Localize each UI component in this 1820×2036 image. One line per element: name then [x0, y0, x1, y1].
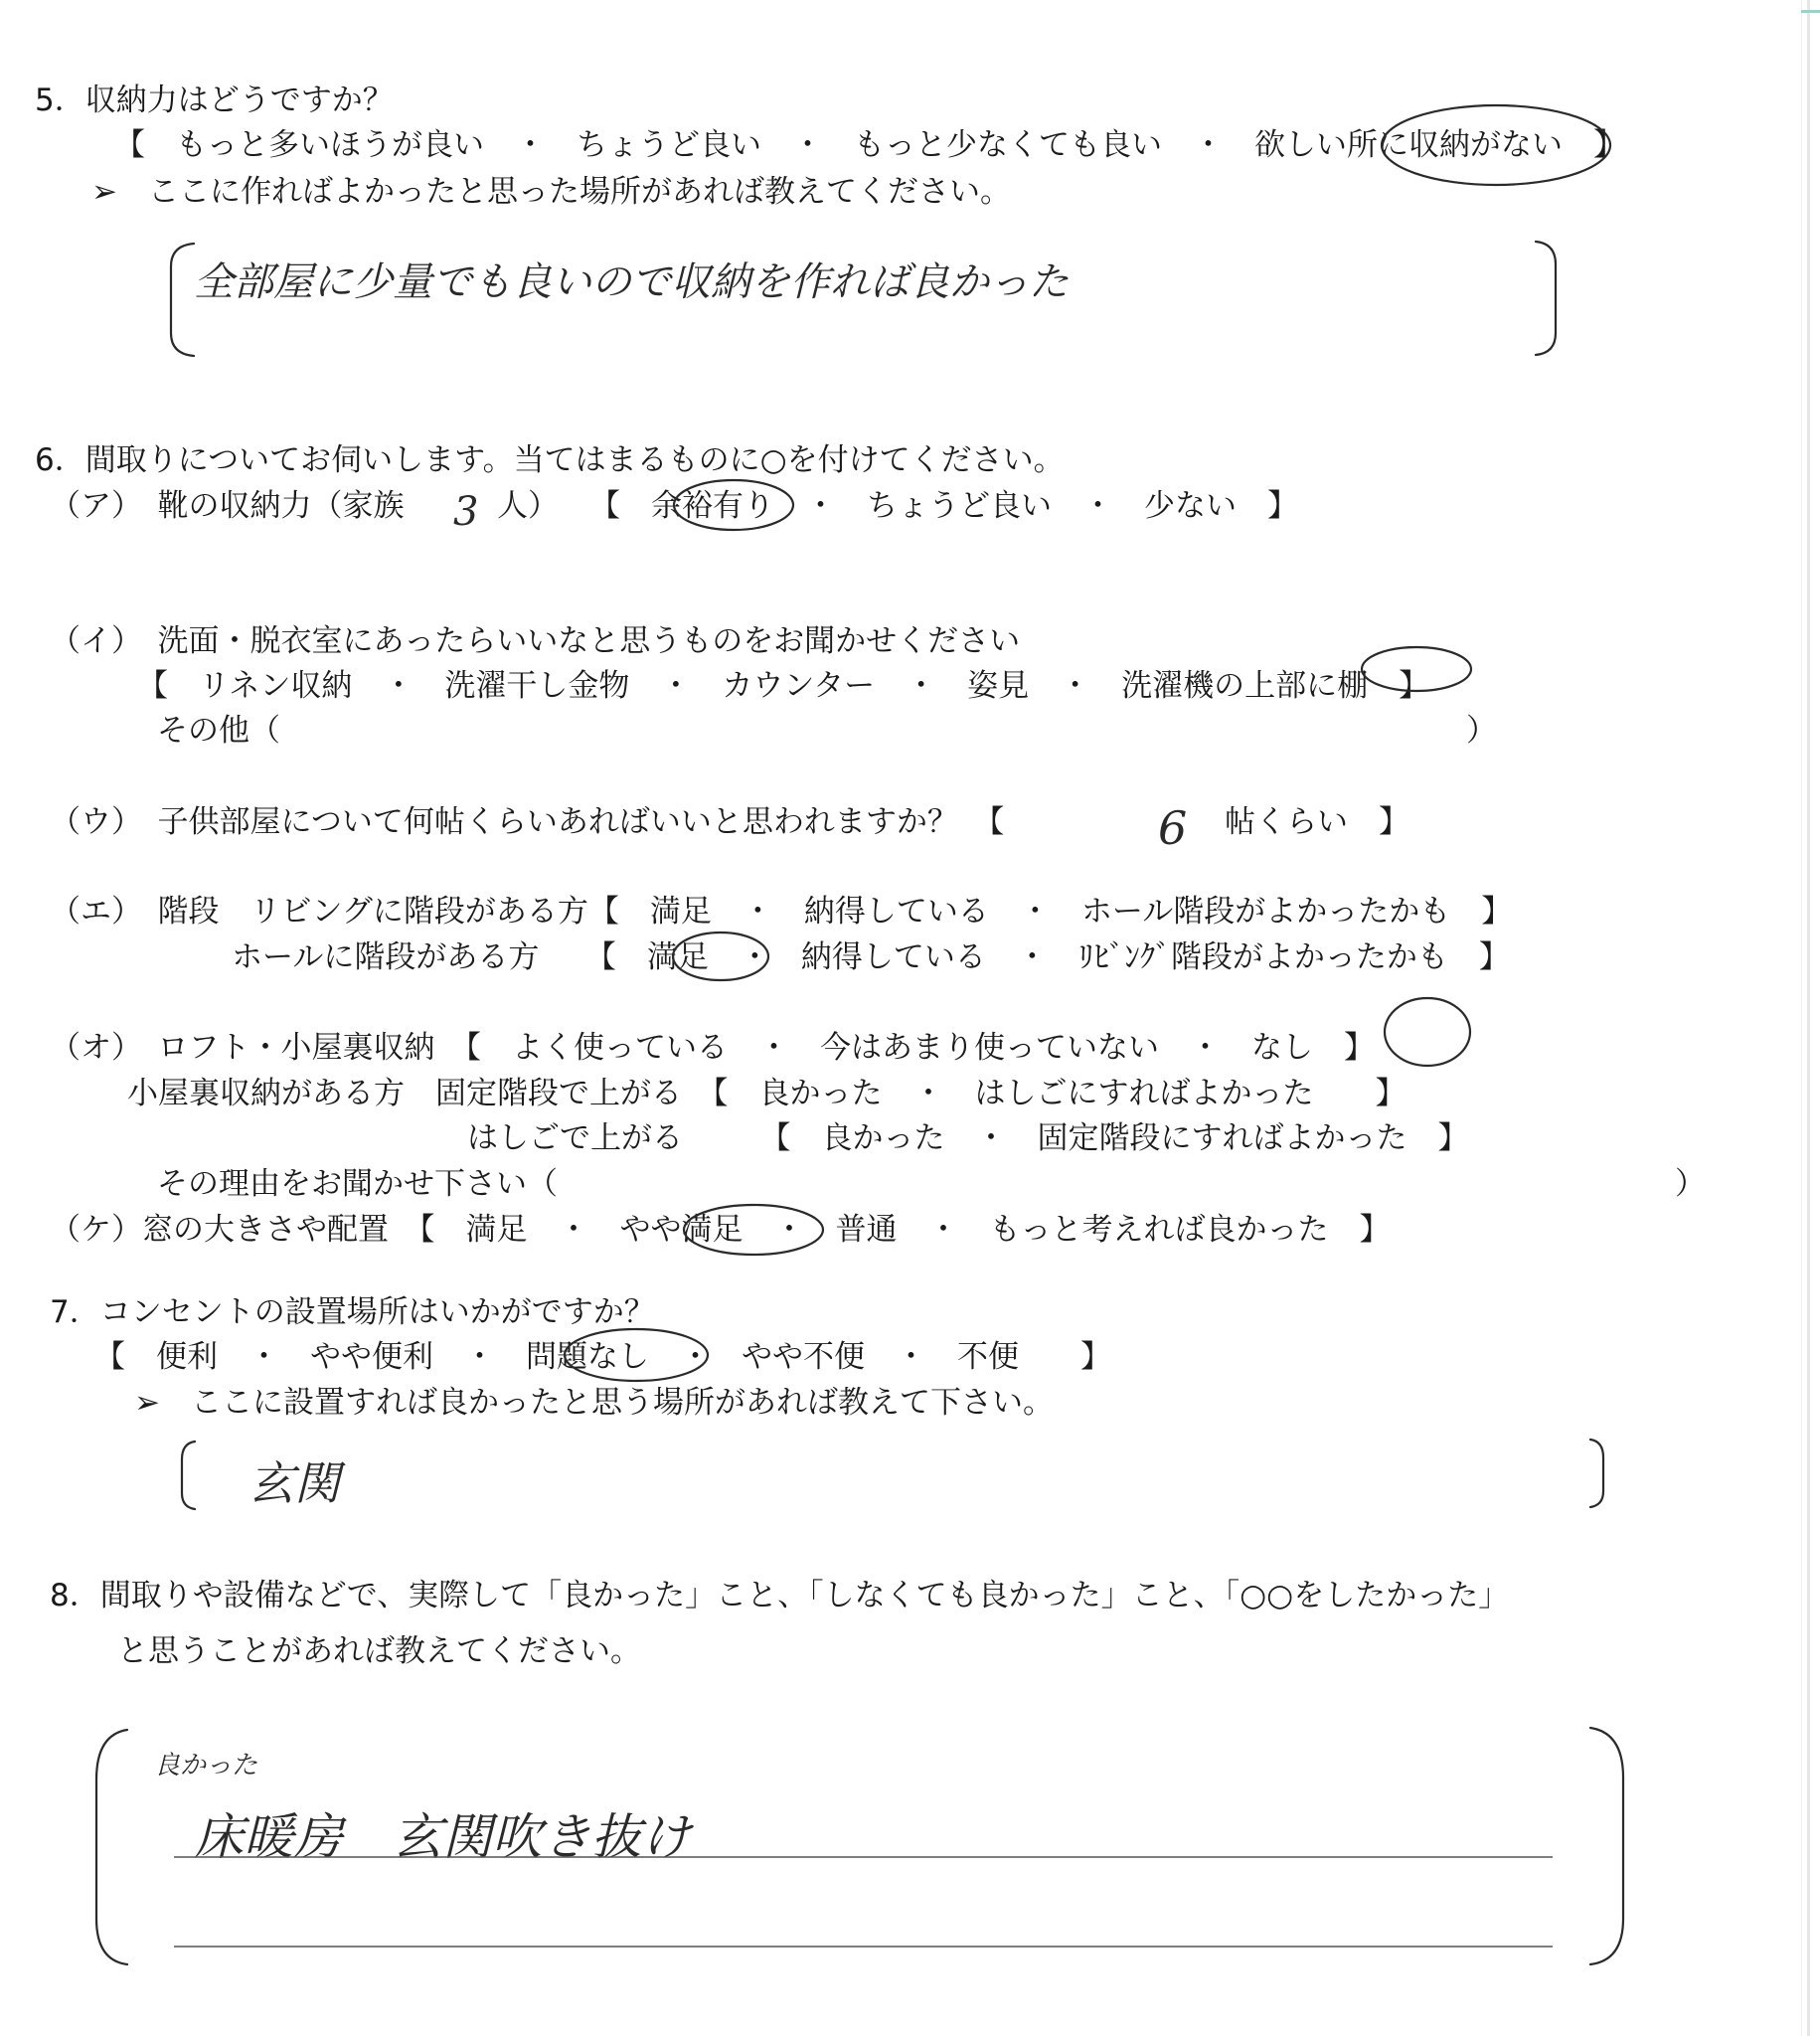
q7-answer-bracket-right — [1590, 1440, 1603, 1507]
q7-prompt: ➢ ここに設置すれば良かったと思う場所があれば教えて下さい。 — [134, 1385, 1054, 1421]
q6-a-selection-circle — [674, 480, 793, 530]
q6-o-reason-close: ） — [1675, 1166, 1706, 1202]
q8-answer-label: 良かった — [154, 1751, 258, 1781]
q8-answer: 床暖房 玄関吹き抜け — [194, 1808, 691, 1866]
q6-u-value: 6 — [1158, 801, 1188, 855]
q6-a-family-count: 3 — [453, 489, 479, 535]
q6-e-selection-circle — [673, 933, 768, 980]
q6-o-reason: その理由をお聞かせ下さい（ — [157, 1166, 558, 1202]
q5-answer-bracket-right — [1536, 242, 1556, 355]
q7-answer-bracket-left — [182, 1442, 195, 1509]
q7-options: 【 便利 ・ やや便利 ・ 問題なし ・ やや不便 ・ 不便 】 — [94, 1339, 1111, 1375]
q6-o-selection-circle — [1385, 998, 1470, 1066]
q6-a-post: 人） 【 余裕有り ・ ちょうど良い ・ 少ない 】 — [497, 488, 1298, 524]
q8-title-line2: と思うことがあれば教えてください。 — [117, 1633, 641, 1669]
q6-i-selection-circle — [1362, 647, 1471, 691]
q6-u-post: 帖くらい 】 — [1225, 804, 1409, 840]
q8-answer-bracket-left — [96, 1730, 127, 1964]
q6-i-other-close: ） — [1466, 713, 1497, 749]
q6-i-options: 【 リネン収納 ・ 洗濯干し金物 ・ カウンター ・ 姿見 ・ 洗濯機の上部に棚 】 — [137, 668, 1430, 704]
q6-u-pre: （ウ） 子供部屋について何帖くらいあればいいと思われますか？ 【 — [50, 804, 1005, 840]
q6-ke-selection-circle — [684, 1205, 823, 1255]
q6-i-other: その他（ — [157, 713, 280, 749]
q5-answer: 全部屋に少量でも良いので収納を作れば良かった — [194, 259, 1069, 305]
q8-title-line1: 8．間取りや設備などで、実際して「良かった」こと、「しなくても良かった」こと、「○○をしたかった」 — [50, 1578, 1510, 1613]
q7-selection-circle — [565, 1329, 708, 1381]
q6-e-line1: （エ） 階段 リビングに階段がある方【 満足 ・ 納得している ・ ホール階段がよかったかも 】 — [50, 894, 1513, 930]
q6-o-line2: 小屋裏収納がある方 固定階段で上がる 【 良かった ・ はしごにすればよかった 】 — [127, 1076, 1406, 1111]
q7-title: 7．コンセントの設置場所はいかがですか？ — [50, 1294, 655, 1330]
q5-answer-bracket-left — [171, 244, 194, 356]
q6-o-line1: （オ） ロフト・小屋裏収納 【 よく使っている ・ 今はあまり使っていない ・ なし 】 — [50, 1030, 1375, 1066]
q6-ke-line: （ケ）窓の大きさや配置 【 満足 ・ やや満足 ・ 普通 ・ もっと考えれば良かった 】 — [50, 1212, 1391, 1248]
q6-a-pre: （ア） 靴の収納力（家族 — [50, 488, 405, 524]
q6-title: 6．間取りについてお伺いします。当てはまるものに○を付けてください。 — [35, 442, 1065, 478]
q5-title: 5．収納力はどうですか？ — [35, 83, 394, 118]
q6-o-line3: はしごで上がる 【 良かった ・ 固定階段にすればよかった 】 — [467, 1120, 1469, 1156]
q6-i-label: （イ） 洗面・脱衣室にあったらいいなと思うものをお聞かせください — [50, 623, 1021, 659]
q7-answer: 玄関 — [248, 1456, 340, 1510]
q5-prompt: ➢ ここに作ればよかったと思った場所があれば教えてください。 — [91, 174, 1011, 210]
q5-selection-circle — [1382, 105, 1610, 185]
q6-e-line2: ホールに階段がある方 【 満足 ・ 納得している ・ ﾘﾋﾞﾝｸﾞ階段がよかったかも 】 — [232, 939, 1510, 975]
q8-answer-bracket-right — [1590, 1728, 1623, 1964]
q5-options: 【 もっと多いほうが良い ・ ちょうど良い ・ もっと少なくても良い ・ 欲しい所に収納がない 】 — [114, 127, 1624, 163]
